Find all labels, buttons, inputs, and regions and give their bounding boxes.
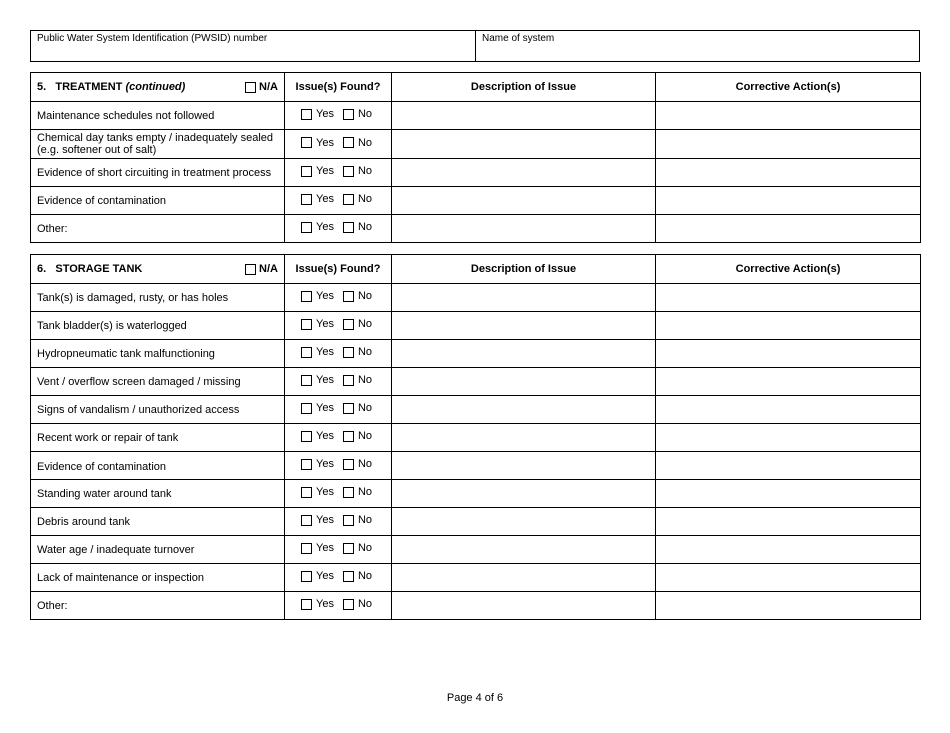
issues-column-header: Issue(s) Found? bbox=[285, 73, 392, 102]
issue-found-cell bbox=[285, 187, 392, 215]
issues-column-header: Issue(s) Found? bbox=[285, 255, 392, 284]
description-field[interactable] bbox=[392, 480, 656, 508]
item-label: Lack of maintenance or inspection bbox=[31, 564, 285, 592]
item-label: Hydropneumatic tank malfunctioning bbox=[31, 340, 285, 368]
checkbox-icon bbox=[301, 459, 312, 470]
corrective-column-header: Corrective Action(s) bbox=[656, 255, 921, 284]
no-label: No bbox=[357, 193, 373, 206]
issue-found-cell bbox=[285, 592, 392, 620]
yes-checkbox[interactable] bbox=[301, 486, 334, 498]
no-checkbox[interactable] bbox=[343, 165, 372, 177]
issue-found-cell bbox=[285, 159, 392, 187]
no-checkbox[interactable] bbox=[343, 514, 372, 526]
description-field[interactable] bbox=[392, 130, 656, 159]
item-label: Evidence of contamination bbox=[31, 452, 285, 480]
checkbox-icon bbox=[301, 431, 312, 442]
table-row bbox=[31, 452, 921, 480]
na-label: N/A bbox=[259, 263, 278, 275]
no-checkbox[interactable] bbox=[343, 193, 372, 205]
table-row bbox=[31, 396, 921, 424]
item-label: Signs of vandalism / unauthorized access bbox=[31, 396, 285, 424]
no-label: No bbox=[357, 346, 373, 359]
page-number: Page 4 of 6 bbox=[446, 692, 504, 704]
storage-tank-section-table bbox=[30, 254, 921, 620]
system-header bbox=[30, 30, 920, 62]
pwsid-label: Public Water System Identification (PWSID) number bbox=[37, 33, 268, 44]
na-checkbox[interactable] bbox=[245, 81, 278, 93]
item-label: Other: bbox=[31, 215, 285, 243]
description-field[interactable] bbox=[392, 102, 656, 130]
description-column-header: Description of Issue bbox=[392, 255, 656, 284]
no-label: No bbox=[357, 598, 373, 611]
table-row bbox=[31, 187, 921, 215]
no-checkbox[interactable] bbox=[343, 542, 372, 554]
no-checkbox[interactable] bbox=[343, 598, 372, 610]
item-label: Recent work or repair of tank bbox=[31, 424, 285, 452]
no-checkbox[interactable] bbox=[343, 570, 372, 582]
table-row bbox=[31, 284, 921, 312]
item-label: Tank(s) is damaged, rusty, or has holes bbox=[31, 284, 285, 312]
yes-label: Yes bbox=[316, 221, 334, 234]
description-field[interactable] bbox=[392, 215, 656, 243]
yes-label: Yes bbox=[316, 542, 334, 555]
section-title: TREATMENT bbox=[55, 81, 123, 93]
description-field[interactable] bbox=[392, 368, 656, 396]
issue-found-cell bbox=[285, 480, 392, 508]
no-checkbox[interactable] bbox=[343, 402, 372, 414]
checkbox-icon bbox=[343, 543, 354, 554]
checkbox-icon bbox=[245, 264, 256, 275]
yes-checkbox[interactable] bbox=[301, 290, 334, 302]
yes-label: Yes bbox=[316, 514, 334, 527]
storage-tank-section-title bbox=[31, 255, 285, 284]
issue-found-cell bbox=[285, 368, 392, 396]
corrective-action-field[interactable] bbox=[656, 452, 921, 480]
checkbox-icon bbox=[301, 375, 312, 386]
issue-found-cell bbox=[285, 564, 392, 592]
no-label: No bbox=[357, 108, 373, 121]
checkbox-icon bbox=[343, 599, 354, 610]
checkbox-icon bbox=[343, 291, 354, 302]
description-column-header: Description of Issue bbox=[392, 73, 656, 102]
corrective-action-field[interactable] bbox=[656, 187, 921, 215]
storage-tank-header-row bbox=[31, 255, 921, 284]
yes-checkbox[interactable] bbox=[301, 137, 334, 149]
na-label: N/A bbox=[259, 81, 278, 93]
checkbox-icon bbox=[245, 82, 256, 93]
yes-label: Yes bbox=[316, 108, 334, 121]
description-field[interactable] bbox=[392, 187, 656, 215]
no-checkbox[interactable] bbox=[343, 374, 372, 386]
corrective-action-field[interactable] bbox=[656, 159, 921, 187]
table-row bbox=[31, 102, 921, 130]
checkbox-icon bbox=[301, 543, 312, 554]
issue-found-cell bbox=[285, 536, 392, 564]
no-checkbox[interactable] bbox=[343, 137, 372, 149]
description-field[interactable] bbox=[392, 592, 656, 620]
yes-checkbox[interactable] bbox=[301, 193, 334, 205]
yes-checkbox[interactable] bbox=[301, 346, 334, 358]
yes-checkbox[interactable] bbox=[301, 165, 334, 177]
no-checkbox[interactable] bbox=[343, 486, 372, 498]
description-field[interactable] bbox=[392, 340, 656, 368]
yes-checkbox[interactable] bbox=[301, 318, 334, 330]
no-label: No bbox=[357, 458, 373, 471]
checkbox-icon bbox=[301, 194, 312, 205]
no-checkbox[interactable] bbox=[343, 458, 372, 470]
yes-label: Yes bbox=[316, 318, 334, 331]
checkbox-icon bbox=[343, 319, 354, 330]
corrective-action-field[interactable] bbox=[656, 284, 921, 312]
yes-label: Yes bbox=[316, 570, 334, 583]
no-label: No bbox=[357, 374, 373, 387]
yes-checkbox[interactable] bbox=[301, 570, 334, 582]
corrective-action-field[interactable] bbox=[656, 592, 921, 620]
yes-checkbox[interactable] bbox=[301, 430, 334, 442]
item-label: Vent / overflow screen damaged / missing bbox=[31, 368, 285, 396]
checkbox-icon bbox=[301, 291, 312, 302]
table-row bbox=[31, 368, 921, 396]
yes-checkbox[interactable] bbox=[301, 402, 334, 414]
no-label: No bbox=[357, 514, 373, 527]
table-row bbox=[31, 159, 921, 187]
treatment-section-table bbox=[30, 72, 921, 243]
no-label: No bbox=[357, 136, 373, 149]
section-number: 5. bbox=[37, 81, 47, 93]
no-checkbox[interactable] bbox=[343, 430, 372, 442]
no-checkbox[interactable] bbox=[343, 108, 372, 120]
yes-label: Yes bbox=[316, 193, 334, 206]
issue-found-cell bbox=[285, 215, 392, 243]
table-row bbox=[31, 592, 921, 620]
item-label: Evidence of contamination bbox=[31, 187, 285, 215]
checkbox-icon bbox=[343, 515, 354, 526]
issue-found-cell bbox=[285, 340, 392, 368]
yes-checkbox[interactable] bbox=[301, 458, 334, 470]
na-checkbox[interactable] bbox=[245, 263, 278, 275]
yes-checkbox[interactable] bbox=[301, 108, 334, 120]
table-row bbox=[31, 130, 921, 159]
yes-label: Yes bbox=[316, 486, 334, 499]
checkbox-icon bbox=[343, 403, 354, 414]
checkbox-icon bbox=[343, 194, 354, 205]
yes-label: Yes bbox=[316, 346, 334, 359]
yes-label: Yes bbox=[316, 598, 334, 611]
corrective-action-field[interactable] bbox=[656, 480, 921, 508]
no-label: No bbox=[357, 542, 373, 555]
yes-label: Yes bbox=[316, 165, 334, 178]
table-row bbox=[31, 480, 921, 508]
table-row bbox=[31, 424, 921, 452]
table-row bbox=[31, 508, 921, 536]
treatment-header-row bbox=[31, 73, 921, 102]
checkbox-icon bbox=[301, 515, 312, 526]
no-label: No bbox=[357, 486, 373, 499]
checkbox-icon bbox=[343, 375, 354, 386]
issue-found-cell bbox=[285, 396, 392, 424]
issue-found-cell bbox=[285, 130, 392, 159]
table-row bbox=[31, 564, 921, 592]
section-number: 6. bbox=[37, 263, 47, 275]
checkbox-icon bbox=[301, 487, 312, 498]
yes-label: Yes bbox=[316, 374, 334, 387]
item-label: Maintenance schedules not followed bbox=[31, 102, 285, 130]
corrective-column-header: Corrective Action(s) bbox=[656, 73, 921, 102]
yes-label: Yes bbox=[316, 402, 334, 415]
checkbox-icon bbox=[343, 109, 354, 120]
no-label: No bbox=[357, 402, 373, 415]
issue-found-cell bbox=[285, 424, 392, 452]
system-name-label: Name of system bbox=[482, 33, 555, 44]
treatment-section-title bbox=[31, 73, 285, 102]
description-field[interactable] bbox=[392, 536, 656, 564]
issue-found-cell bbox=[285, 284, 392, 312]
checkbox-icon bbox=[301, 403, 312, 414]
checkbox-icon bbox=[301, 599, 312, 610]
no-checkbox[interactable] bbox=[343, 221, 372, 233]
description-field[interactable] bbox=[392, 424, 656, 452]
no-label: No bbox=[357, 165, 373, 178]
corrective-action-field[interactable] bbox=[656, 368, 921, 396]
issue-found-cell bbox=[285, 508, 392, 536]
corrective-action-field[interactable] bbox=[656, 130, 921, 159]
corrective-action-field[interactable] bbox=[656, 215, 921, 243]
section-title-suffix: (continued) bbox=[125, 81, 186, 93]
description-field[interactable] bbox=[392, 396, 656, 424]
yes-label: Yes bbox=[316, 290, 334, 303]
corrective-action-field[interactable] bbox=[656, 424, 921, 452]
corrective-action-field[interactable] bbox=[656, 508, 921, 536]
item-label: Evidence of short circuiting in treatment process bbox=[31, 159, 285, 187]
table-row bbox=[31, 215, 921, 243]
description-field[interactable] bbox=[392, 312, 656, 340]
description-field[interactable] bbox=[392, 564, 656, 592]
description-field[interactable] bbox=[392, 508, 656, 536]
issue-found-cell bbox=[285, 102, 392, 130]
issue-found-cell bbox=[285, 452, 392, 480]
yes-checkbox[interactable] bbox=[301, 514, 334, 526]
yes-checkbox[interactable] bbox=[301, 598, 334, 610]
checkbox-icon bbox=[343, 137, 354, 148]
item-label: Other: bbox=[31, 592, 285, 620]
yes-checkbox[interactable] bbox=[301, 221, 334, 233]
checkbox-icon bbox=[301, 222, 312, 233]
corrective-action-field[interactable] bbox=[656, 340, 921, 368]
item-label: Debris around tank bbox=[31, 508, 285, 536]
checkbox-icon bbox=[301, 347, 312, 358]
checkbox-icon bbox=[343, 347, 354, 358]
yes-label: Yes bbox=[316, 136, 334, 149]
item-label: Chemical day tanks empty / inadequately sealed (e.g. softener out of salt) bbox=[31, 130, 285, 159]
no-label: No bbox=[357, 290, 373, 303]
description-field[interactable] bbox=[392, 452, 656, 480]
corrective-action-field[interactable] bbox=[656, 536, 921, 564]
checkbox-icon bbox=[301, 109, 312, 120]
checkbox-icon bbox=[301, 137, 312, 148]
pwsid-field[interactable] bbox=[31, 31, 476, 61]
corrective-action-field[interactable] bbox=[656, 396, 921, 424]
corrective-action-field[interactable] bbox=[656, 102, 921, 130]
no-label: No bbox=[357, 221, 373, 234]
table-row bbox=[31, 340, 921, 368]
corrective-action-field[interactable] bbox=[656, 312, 921, 340]
no-label: No bbox=[357, 318, 373, 331]
checkbox-icon bbox=[343, 459, 354, 470]
system-name-field[interactable] bbox=[476, 31, 919, 61]
no-checkbox[interactable] bbox=[343, 290, 372, 302]
checkbox-icon bbox=[301, 571, 312, 582]
item-label: Tank bladder(s) is waterlogged bbox=[31, 312, 285, 340]
issue-found-cell bbox=[285, 312, 392, 340]
checkbox-icon bbox=[343, 431, 354, 442]
checkbox-icon bbox=[301, 166, 312, 177]
yes-checkbox[interactable] bbox=[301, 374, 334, 386]
item-label: Standing water around tank bbox=[31, 480, 285, 508]
table-row bbox=[31, 312, 921, 340]
description-field[interactable] bbox=[392, 284, 656, 312]
no-label: No bbox=[357, 570, 373, 583]
yes-checkbox[interactable] bbox=[301, 542, 334, 554]
section-title: STORAGE TANK bbox=[55, 263, 143, 275]
corrective-action-field[interactable] bbox=[656, 564, 921, 592]
checkbox-icon bbox=[343, 571, 354, 582]
no-label: No bbox=[357, 430, 373, 443]
checkbox-icon bbox=[343, 487, 354, 498]
item-label: Water age / inadequate turnover bbox=[31, 536, 285, 564]
checkbox-icon bbox=[301, 319, 312, 330]
no-checkbox[interactable] bbox=[343, 346, 372, 358]
yes-label: Yes bbox=[316, 458, 334, 471]
checkbox-icon bbox=[343, 222, 354, 233]
description-field[interactable] bbox=[392, 159, 656, 187]
checkbox-icon bbox=[343, 166, 354, 177]
yes-label: Yes bbox=[316, 430, 334, 443]
table-row bbox=[31, 536, 921, 564]
no-checkbox[interactable] bbox=[343, 318, 372, 330]
